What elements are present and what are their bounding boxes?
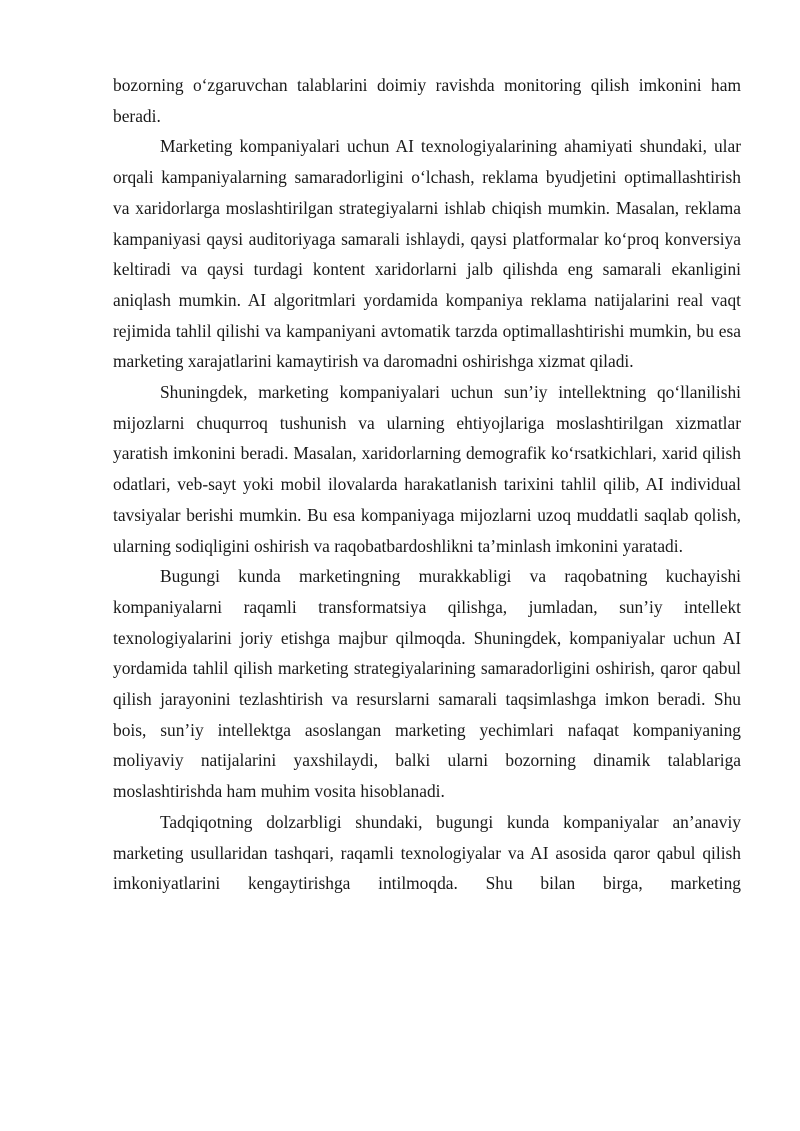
paragraph-ai-importance: Marketing kompaniyalari uchun AI texnologiyalarining ahamiyati shundaki, ular orqali kampaniyalarning samaradorligini o‘lchash, reklama byudjetini optimallashtirish va xaridorlarga moslashtirilgan strategiyalarni ishlab chiqish mumkin. Masalan, reklama kampaniyasi qaysi auditoriyaga samarali ishlaydi, qaysi platformalar ko‘proq konversiya keltiradi va qaysi turdagi kontent xaridorlarni jalb qilishda eng samarali ekanligini aniqlash mumkin. AI algoritmlari yordamida kompaniya reklama natijalarini real vaqt rejimida tahlil qilishi va kampaniyani avtomatik tarzda optimallashtirishi mumkin, bu esa marketing xarajatlarini kamaytirish va daromadni oshirishga xizmat qiladi. [113,136,741,372]
paragraph-customer-understanding: Shuningdek, marketing kompaniyalari uchun sun’iy intellektning qo‘llanilishi mijozlarni chuqurroq tushunish va ularning ehtiyojlariga moslashtirilgan xizmatlar yaratish imkonini beradi. Masalan, xaridorlarning demografik ko‘rsatkichlari, xarid qilish odatlari, veb-sayt yoki mobil ilovalarda harakatlanish tarixini tahlil qilib, AI individual tavsiyalar berishi mumkin. Bu esa kompaniyaga mijozlarni uzoq muddatli saqlab qolish, ularning sodiqligini oshirish va raqobatbardoshlikni ta’minlash imkonini yaratadi. [113,382,741,556]
paragraph-continuation: bozorning o‘zgaruvchan talablarini doimiy ravishda monitoring qilish imkonini ham beradi. [113,75,741,126]
paragraph-digital-transformation: Bugungi kunda marketingning murakkabligi va raqobatning kuchayishi kompaniyalarni raqamli transformatsiya qilishga, jumladan, sun’iy intellekt texnologiyalarini joriy etishga majbur qilmoqda. Shuningdek, kompaniyalar uchun AI yordamida tahlil qilish marketing strategiyalarining samaradorligini oshirish, qaror qabul qilish jarayonini tezlashtirish va resurslarni samarali taqsimlashga imkon beradi. Shu bois, sun’iy intellektga asoslangan marketing yechimlari nafaqat kompaniyaning moliyaviy natijalarini yaxshilaydi, balki ularni bozorning dinamik talablariga moslashtirishda ham muhim vosita hisoblanadi. [113,566,741,802]
document-page [113,70,741,899]
paragraph-research-relevance: Tadqiqotning dolzarbligi shundaki, bugungi kunda kompaniyalar an’anaviy marketing usullaridan tashqari, raqamli texnologiyalar va AI asosida qaror qabul qilish imkoniyatlarini kengaytirishga intilmoqda. Shu bilan birga, marketing [113,811,741,894]
